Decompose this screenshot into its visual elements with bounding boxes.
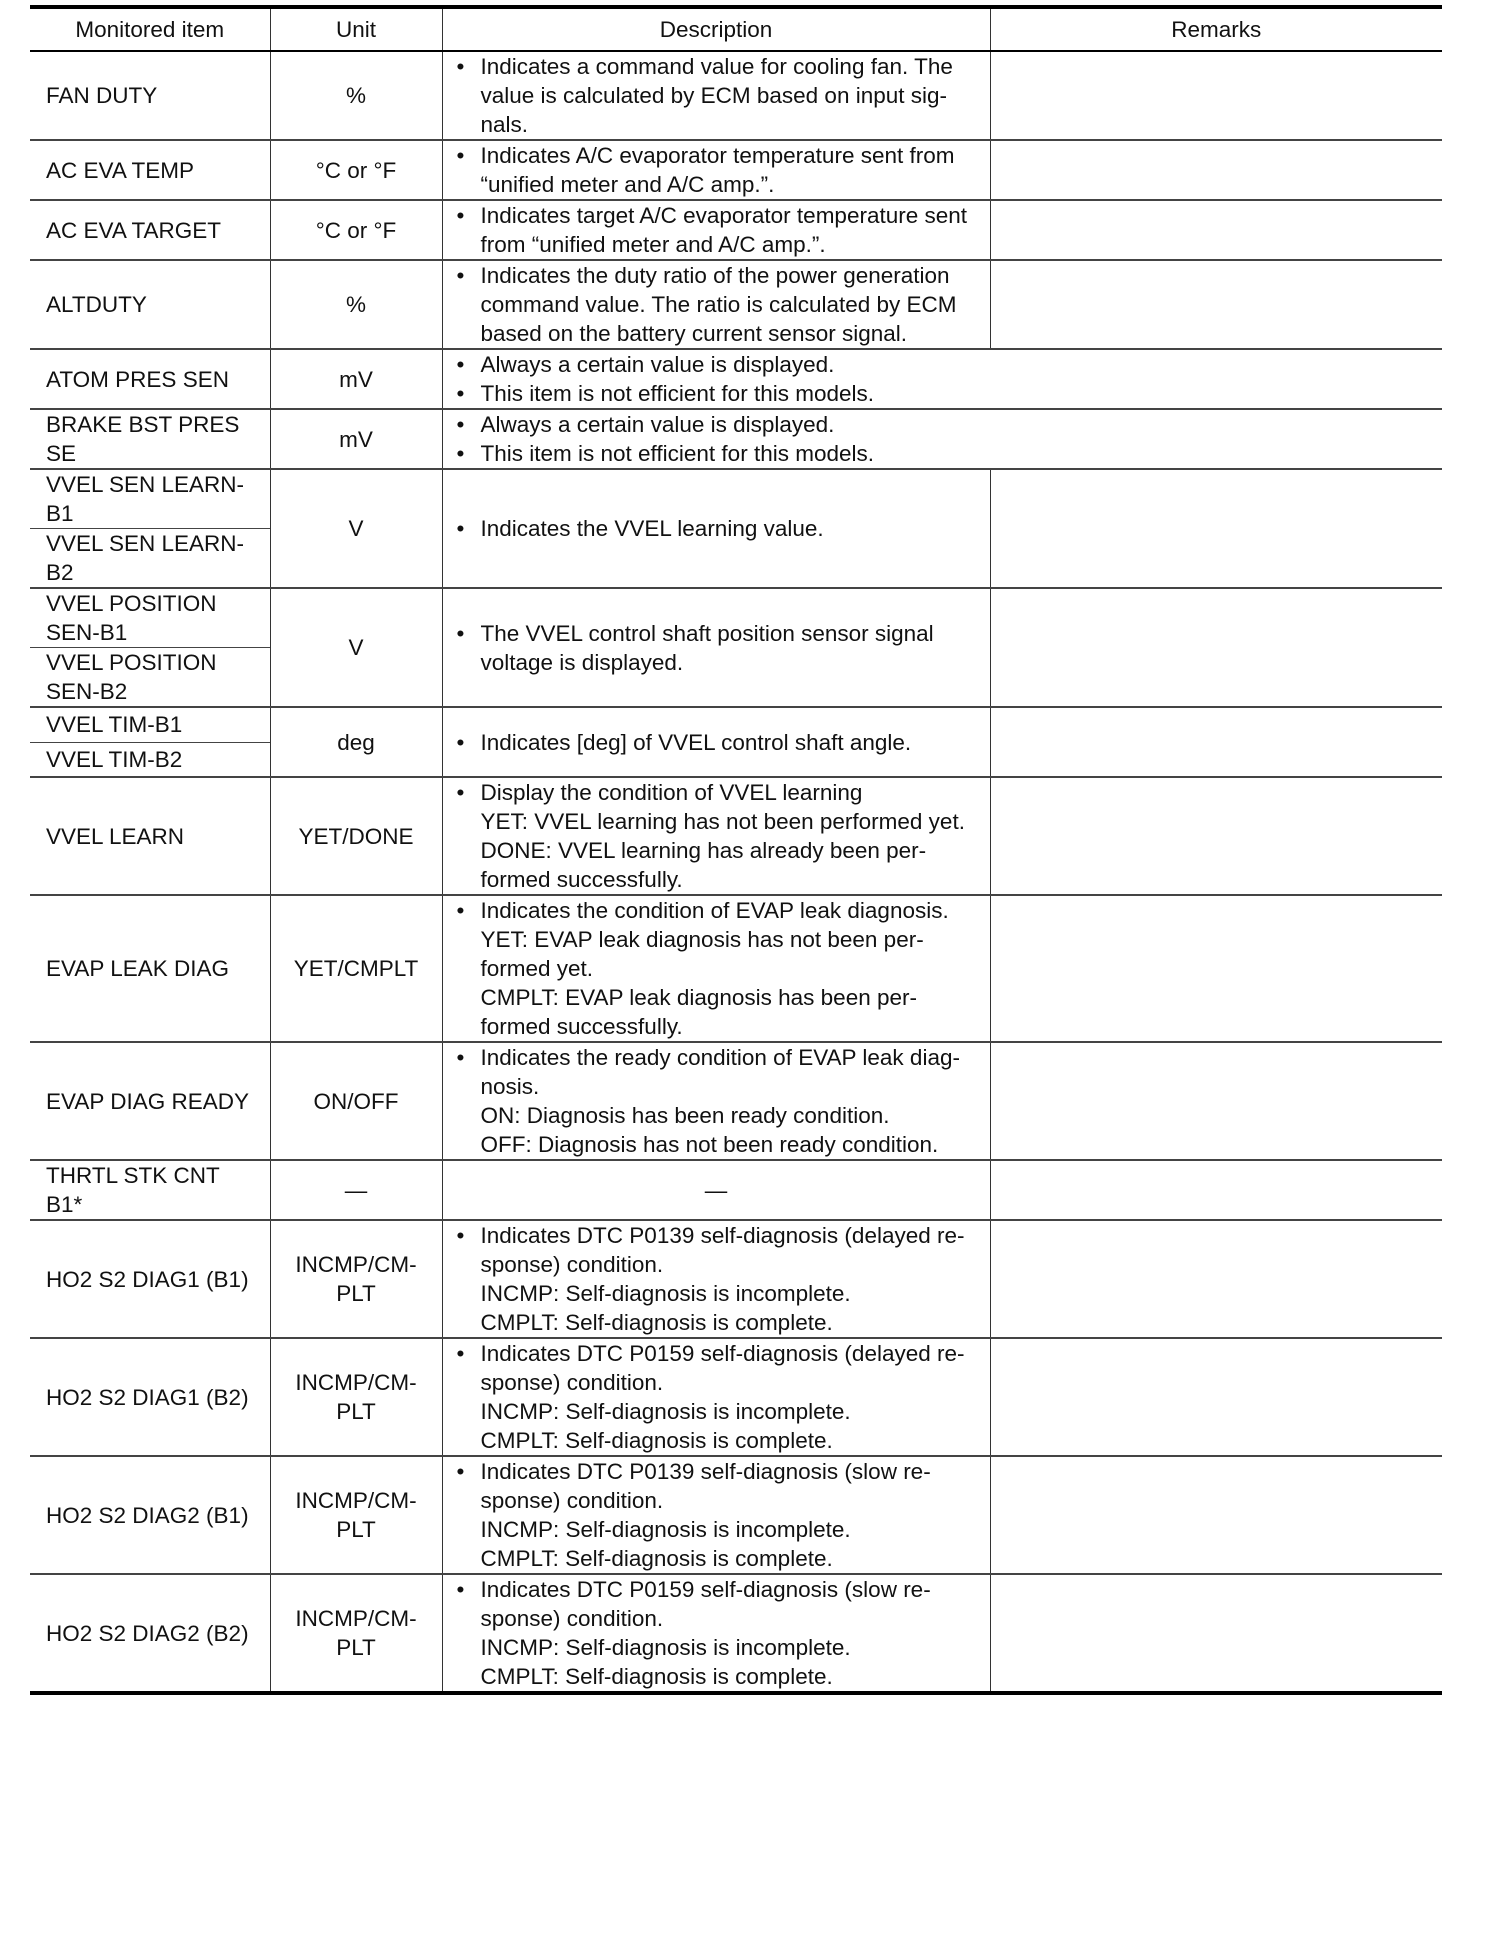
bullet-icon: • (456, 381, 465, 406)
table-row (30, 469, 1442, 529)
description-cell (442, 409, 1442, 469)
description-line: formed successfully. (480, 867, 683, 892)
item-cell: FAN DUTY (30, 51, 270, 140)
description-line: based on the battery current sensor signal. (480, 321, 908, 346)
table-row (30, 51, 1442, 140)
description-cell (442, 1220, 990, 1338)
unit-cell: % (270, 260, 442, 349)
remarks-cell (990, 51, 1442, 140)
description-cell (442, 51, 990, 140)
description-line: This item is not efficient for this models. (480, 381, 874, 406)
item-cell: AC EVA TARGET (30, 200, 270, 260)
unit-line: INCMP/CM- (295, 1606, 417, 1631)
remarks-cell (990, 1160, 1442, 1220)
description-line: Always a certain value is displayed. (480, 412, 835, 437)
remarks-cell (990, 895, 1442, 1042)
monitor-item-table-page (30, 5, 1442, 1941)
item-line: B1* (46, 1192, 83, 1217)
description-line: sponse) condition. (480, 1606, 664, 1631)
remarks-cell (990, 140, 1442, 200)
header-remarks: Remarks (990, 7, 1442, 51)
item-cell: HO2 S2 DIAG1 (B1) (30, 1220, 270, 1338)
description-cell (442, 260, 990, 349)
description-cell (442, 469, 990, 588)
item-line: SEN-B2 (46, 679, 128, 704)
unit-line: INCMP/CM- (295, 1488, 417, 1513)
item-line: VVEL POSITION (46, 650, 217, 675)
header-description: Description (442, 7, 990, 51)
description-line: CMPLT: EVAP leak diagnosis has been per- (480, 985, 917, 1010)
bullet-icon: • (456, 1577, 465, 1602)
bullet-icon: • (456, 1223, 465, 1248)
table-row (30, 260, 1442, 349)
item-cell (30, 648, 270, 708)
description-line: YET: VVEL learning has not been performed yet. (480, 809, 965, 834)
description-cell: — (442, 1160, 990, 1220)
unit-cell (270, 1574, 442, 1693)
table-row (30, 895, 1442, 1042)
table-row (30, 1042, 1442, 1160)
description-line: Display the condition of VVEL learning (480, 780, 863, 805)
header-monitored-item: Monitored item (30, 7, 270, 51)
unit-cell: V (270, 588, 442, 707)
bullet-icon: • (456, 516, 465, 541)
unit-line: INCMP/CM- (295, 1252, 417, 1277)
unit-cell (270, 1338, 442, 1456)
remarks-cell (990, 1338, 1442, 1456)
unit-cell (270, 1220, 442, 1338)
description-cell (442, 707, 990, 777)
unit-cell: V (270, 469, 442, 588)
remarks-cell (990, 200, 1442, 260)
bullet-icon: • (456, 729, 465, 755)
bullet-icon: • (456, 1341, 465, 1366)
remarks-cell (990, 1042, 1442, 1160)
remarks-cell (990, 588, 1442, 707)
description-cell (442, 1042, 990, 1160)
bullet-icon: • (456, 780, 465, 805)
description-cell (442, 1574, 990, 1693)
unit-line: PLT (336, 1635, 376, 1660)
description-line: command value. The ratio is calculated by ECM (480, 292, 957, 317)
item-cell: HO2 S2 DIAG2 (B2) (30, 1574, 270, 1693)
description-line: formed successfully. (480, 1014, 683, 1039)
table-row (30, 1160, 1442, 1220)
description-line: formed yet. (480, 956, 594, 981)
table-row (30, 409, 1442, 469)
remarks-cell (990, 1220, 1442, 1338)
bullet-icon: • (456, 263, 465, 288)
remarks-cell (990, 1456, 1442, 1574)
description-line: sponse) condition. (480, 1488, 664, 1513)
item-line: VVEL POSITION (46, 591, 217, 616)
table-row (30, 707, 1442, 742)
description-cell (442, 1456, 990, 1574)
header-row (30, 7, 1442, 51)
description-line: The VVEL control shaft position sensor signal (480, 620, 934, 646)
bullet-icon: • (456, 441, 465, 466)
unit-cell (270, 1456, 442, 1574)
description-line: nals. (480, 112, 529, 137)
remarks-cell (990, 707, 1442, 777)
unit-cell: mV (270, 409, 442, 469)
description-cell (442, 895, 990, 1042)
unit-cell: YET/DONE (270, 777, 442, 895)
description-line: YET: EVAP leak diagnosis has not been per- (480, 927, 924, 952)
item-cell: ATOM PRES SEN (30, 349, 270, 409)
item-cell: VVEL TIM-B1 (30, 707, 270, 742)
description-cell (442, 140, 990, 200)
description-line: Always a certain value is displayed. (480, 352, 835, 377)
bullet-icon: • (456, 898, 465, 923)
description-line: Indicates the condition of EVAP leak diagnosis. (480, 898, 949, 923)
bullet-icon: • (456, 620, 465, 646)
bullet-icon: • (456, 352, 465, 377)
description-line: “unified meter and A/C amp.”. (480, 172, 775, 197)
item-cell: HO2 S2 DIAG2 (B1) (30, 1456, 270, 1574)
bullet-icon: • (456, 143, 465, 168)
description-line: Indicates the ready condition of EVAP leak diag- (480, 1045, 960, 1070)
description-line: Indicates a command value for cooling fan. The (480, 54, 953, 79)
unit-line: INCMP/CM- (295, 1370, 417, 1395)
description-line: Indicates the duty ratio of the power generation (480, 263, 950, 288)
description-line: Indicates DTC P0159 self-diagnosis (delayed re- (480, 1341, 965, 1366)
description-line: value is calculated by ECM based on input sig- (480, 83, 948, 108)
bullet-icon: • (456, 1045, 465, 1070)
description-cell (442, 1338, 990, 1456)
description-line: Indicates [deg] of VVEL control shaft angle. (480, 729, 912, 755)
description-cell (442, 588, 990, 707)
description-line: INCMP: Self-diagnosis is incomplete. (480, 1399, 851, 1424)
unit-cell: YET/CMPLT (270, 895, 442, 1042)
table-row (30, 1220, 1442, 1338)
item-line: VVEL SEN LEARN- (46, 531, 244, 556)
item-line: B1 (46, 501, 74, 526)
table-row (30, 1338, 1442, 1456)
remarks-cell (990, 260, 1442, 349)
description-line: INCMP: Self-diagnosis is incomplete. (480, 1281, 851, 1306)
description-line: Indicates A/C evaporator temperature sent from (480, 143, 955, 168)
table-row (30, 1574, 1442, 1693)
description-line: Indicates DTC P0139 self-diagnosis (slow re- (480, 1459, 931, 1484)
item-cell (30, 529, 270, 589)
table-row (30, 140, 1442, 200)
item-cell: HO2 S2 DIAG1 (B2) (30, 1338, 270, 1456)
item-line: BRAKE BST PRES (46, 412, 240, 437)
unit-line: PLT (336, 1399, 376, 1424)
remarks-cell (990, 1574, 1442, 1693)
unit-line: PLT (336, 1281, 376, 1306)
item-cell (30, 1160, 270, 1220)
description-line: INCMP: Self-diagnosis is incomplete. (480, 1635, 851, 1660)
description-line: Indicates DTC P0139 self-diagnosis (delayed re- (480, 1223, 965, 1248)
remarks-cell (990, 469, 1442, 588)
bullet-icon: • (456, 412, 465, 437)
item-line: SE (46, 441, 77, 466)
unit-cell: % (270, 51, 442, 140)
unit-cell: ON/OFF (270, 1042, 442, 1160)
description-line: nosis. (480, 1074, 540, 1099)
remarks-cell (990, 777, 1442, 895)
header-unit: Unit (270, 7, 442, 51)
description-cell (442, 777, 990, 895)
description-line: sponse) condition. (480, 1370, 664, 1395)
bullet-icon: • (456, 203, 465, 228)
item-line: VVEL SEN LEARN- (46, 472, 244, 497)
description-line: Indicates DTC P0159 self-diagnosis (slow re- (480, 1577, 931, 1602)
item-line: B2 (46, 560, 74, 585)
unit-cell: — (270, 1160, 442, 1220)
description-line: Indicates target A/C evaporator temperature sent (480, 203, 968, 228)
item-line: THRTL STK CNT (46, 1163, 220, 1188)
table-row (30, 588, 1442, 648)
unit-cell: deg (270, 707, 442, 777)
description-line: CMPLT: Self-diagnosis is complete. (480, 1428, 833, 1453)
unit-cell: °C or °F (270, 140, 442, 200)
bullet-icon: • (456, 54, 465, 79)
unit-cell: °C or °F (270, 200, 442, 260)
table-row (30, 349, 1442, 409)
table-row (30, 777, 1442, 895)
bullet-icon: • (456, 1459, 465, 1484)
unit-line: PLT (336, 1517, 376, 1542)
monitor-item-table (30, 5, 1442, 1695)
description-line: DONE: VVEL learning has already been per- (480, 838, 927, 863)
item-cell: EVAP LEAK DIAG (30, 895, 270, 1042)
description-line: sponse) condition. (480, 1252, 664, 1277)
item-cell (30, 588, 270, 648)
description-line: INCMP: Self-diagnosis is incomplete. (480, 1517, 851, 1542)
item-cell: AC EVA TEMP (30, 140, 270, 200)
description-line: from “unified meter and A/C amp.”. (480, 232, 826, 257)
table-row (30, 1456, 1442, 1574)
description-line: ON: Diagnosis has been ready condition. (480, 1103, 890, 1128)
item-cell (30, 469, 270, 529)
item-cell: VVEL LEARN (30, 777, 270, 895)
description-line: voltage is displayed. (480, 649, 684, 675)
description-line: Indicates the VVEL learning value. (480, 516, 824, 541)
description-cell (442, 200, 990, 260)
unit-cell: mV (270, 349, 442, 409)
description-cell (442, 349, 1442, 409)
item-cell: EVAP DIAG READY (30, 1042, 270, 1160)
description-line: CMPLT: Self-diagnosis is complete. (480, 1310, 833, 1335)
description-line: CMPLT: Self-diagnosis is complete. (480, 1546, 833, 1571)
description-line: CMPLT: Self-diagnosis is complete. (480, 1664, 833, 1689)
item-cell: VVEL TIM-B2 (30, 742, 270, 777)
item-cell (30, 409, 270, 469)
description-line: This item is not efficient for this models. (480, 441, 874, 466)
item-cell: ALTDUTY (30, 260, 270, 349)
item-line: SEN-B1 (46, 620, 128, 645)
description-line: OFF: Diagnosis has not been ready condition. (480, 1132, 939, 1157)
table-row (30, 200, 1442, 260)
